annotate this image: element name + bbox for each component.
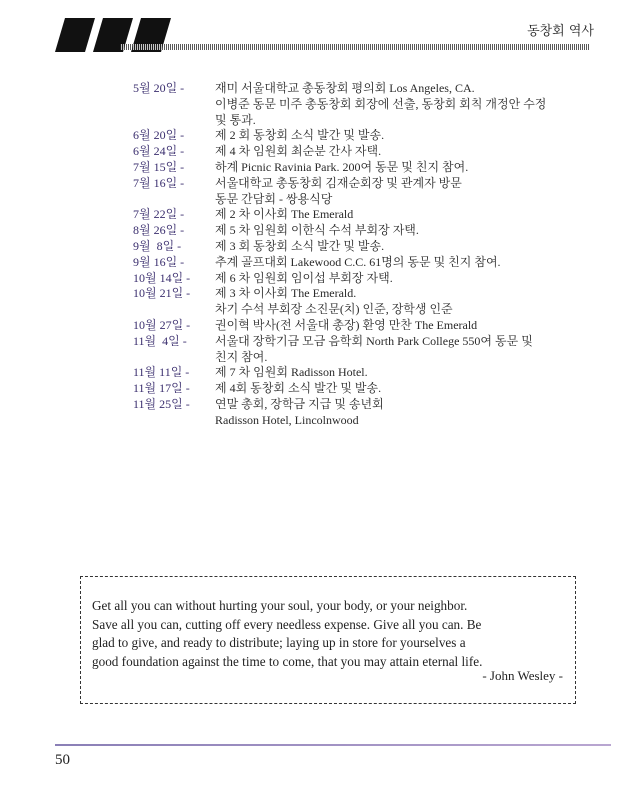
timeline-entry: [133, 144, 613, 160]
entry-description: [215, 286, 613, 318]
quote-box: [80, 576, 576, 704]
timeline-entry: [133, 81, 613, 128]
timeline-entry: [133, 286, 613, 318]
entry-line: 서울대 장학기금 모금 음학회 North Park College 550여 동문 및: [215, 333, 533, 348]
entry-date: 7월 15일 -: [133, 159, 185, 174]
timeline-entry: [133, 381, 613, 397]
timeline-list: [133, 81, 613, 429]
entry-date: 9월 16일 -: [133, 254, 185, 269]
entry-date: 11월 11일 -: [133, 365, 190, 380]
entry-description: [215, 207, 613, 223]
entry-line: 제 3 차 이사회 The Emerald.: [215, 286, 357, 301]
entry-date: 7월 16일 -: [133, 175, 185, 190]
entry-description: [215, 160, 613, 176]
entry-line: 제 2 차 이사회 The Emerald: [215, 207, 354, 222]
timeline-entry: [133, 223, 613, 239]
entry-line: 제 2 회 동창회 소식 발간 및 발송.: [215, 128, 385, 143]
entry-description: [215, 318, 613, 334]
entry-line: 제 7 차 임원회 Radisson Hotel.: [215, 365, 368, 380]
entry-date: 7월 22일 -: [133, 207, 185, 222]
timeline-entry: [133, 207, 613, 223]
header-rule: [120, 44, 590, 50]
entry-description: [215, 365, 613, 381]
timeline-entry: [133, 334, 613, 366]
quote-line: glad to give, and ready to distribute; laying up in store for yourselves a: [92, 635, 466, 651]
entry-description: [215, 239, 613, 255]
quote-text: [92, 597, 562, 671]
entry-line: 연말 총회, 장학금 지급 및 송년회: [215, 396, 384, 411]
timeline-entry: [133, 160, 613, 176]
entry-line: 서울대학교 총동창회 김재순회장 및 관계자 방문: [215, 175, 462, 190]
entry-line: 추계 골프대회 Lakewood C.C. 61명의 동문 및 친지 참여.: [215, 254, 501, 269]
entry-description: [215, 81, 613, 128]
entry-date: 5월 20일 -: [133, 81, 185, 95]
entry-description: [215, 176, 613, 208]
entry-line: 재미 서울대학교 총동창회 평의회 Los Angeles, CA.: [215, 81, 475, 95]
entry-line: 제 4 차 임원회 최순분 간사 자택.: [215, 144, 382, 159]
entry-line: 제 6 차 임원회 임이섭 부회장 자택.: [215, 270, 393, 285]
entry-line: 권이혁 박사(전 서울대 총장) 환영 만찬 The Emerald: [215, 317, 478, 332]
entry-date: 10월 27일 -: [133, 317, 191, 332]
page-number: 50: [55, 752, 70, 768]
entry-date: 11월 4일 -: [133, 333, 187, 348]
section-title: 동창회 역사: [527, 24, 594, 39]
entry-line: 및 통과.: [215, 112, 256, 127]
timeline-entry: [133, 271, 613, 287]
quote-author: - John Wesley -: [482, 668, 563, 683]
timeline-entry: [133, 365, 613, 381]
timeline-entry: [133, 397, 613, 429]
timeline-entry: [133, 176, 613, 208]
entry-description: [215, 144, 613, 160]
entry-date: 10월 21일 -: [133, 286, 191, 301]
entry-line: 제 5 차 임원회 이한식 수석 부회장 자택.: [215, 223, 419, 238]
entry-line: 동문 간담회 - 쌍용식당: [215, 191, 333, 206]
entry-date: 11월 25일 -: [133, 396, 190, 411]
entry-description: [215, 334, 613, 366]
quote-line: Save all you can, cutting off every needless expense. Give all you can. Be: [92, 616, 482, 632]
entry-date: 10월 14일 -: [133, 270, 191, 285]
quote-line: Get all you can without hurting your soul, your body, or your neighbor.: [92, 598, 468, 613]
footer-rule: [55, 744, 611, 746]
entry-description: [215, 397, 613, 429]
timeline-entry: [133, 239, 613, 255]
timeline-entry: [133, 255, 613, 271]
entry-date: 6월 20일 -: [133, 128, 185, 143]
entry-description: [215, 223, 613, 239]
entry-description: [215, 128, 613, 144]
timeline-entry: [133, 128, 613, 144]
timeline-entry: [133, 318, 613, 334]
entry-line: 차기 수석 부회장 소진문(치) 인준, 장학생 인준: [215, 302, 453, 317]
entry-description: [215, 255, 613, 271]
entry-description: [215, 271, 613, 287]
entry-description: [215, 381, 613, 397]
entry-line: 이병준 동문 미주 총동창회 회장에 선출, 동창회 회칙 개정안 수정: [215, 96, 547, 111]
entry-date: 8월 26일 -: [133, 223, 185, 238]
quote-line: good foundation against the time to come, that you may attain eternal life.: [92, 653, 483, 669]
entry-line: 제 3 회 동창회 소식 발간 및 발송.: [215, 238, 385, 253]
entry-line: 제 4회 동창회 소식 발간 및 발송.: [215, 381, 382, 396]
entry-line: Radisson Hotel, Lincolnwood: [215, 412, 359, 427]
entry-date: 9월 8일 -: [133, 238, 182, 253]
entry-line: 하계 Picnic Ravinia Park. 200여 동문 및 친지 참여.: [215, 159, 469, 174]
entry-line: 친지 참여.: [215, 349, 268, 364]
entry-date: 6월 24일 -: [133, 144, 185, 159]
entry-date: 11월 17일 -: [133, 381, 190, 396]
